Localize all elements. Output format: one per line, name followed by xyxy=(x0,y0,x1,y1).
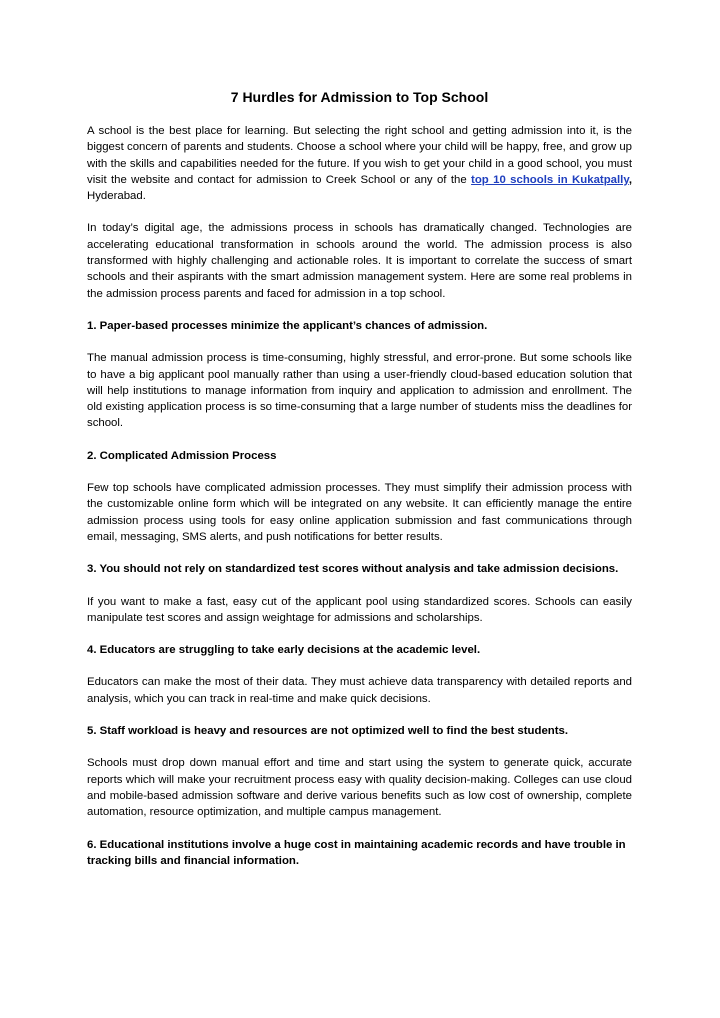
section-body-5: Schools must drop down manual effort and time and start using the system to generate quick, accurate reports which will make your recruitment process easy with quality decision-making. Colleges can use cloud and mobile-based admission software and derive various benefits such as low cost of ownership, complete automation, resource optimization, and multiple campus management. xyxy=(87,757,632,819)
link-suffix: , xyxy=(628,173,632,186)
section-body-2: Few top schools have complicated admission processes. They must simplify their admission process with the customizable online form which will be integrated on any website. It can efficiently manage the entire admission process using tools for easy online application submission and fast communications through email, messaging, SMS alerts, and push notifications for better results. xyxy=(87,482,632,543)
section-heading-1: 1. Paper-based processes minimize the applicant’s chances of admission. xyxy=(87,319,488,332)
section-heading-3: 3. You should not rely on standardized test scores without analysis and take admission decisions. xyxy=(87,563,619,576)
spacer xyxy=(87,821,632,837)
document-title: 7 Hurdles for Admission to Top School xyxy=(230,89,489,105)
spacer xyxy=(87,432,632,448)
section-body-1: The manual admission process is time-consuming, highly stressful, and error-prone. But some schools like to have a big applicant pool manually rather than using a user-friendly cloud-based education solution that will help institutions to manage information from inquiry and application to admission and enrollment. The old existing application process is so time-consuming that a large number of students miss the deadlines for school. xyxy=(87,352,632,430)
kukatpally-schools-link[interactable]: top 10 schools in Kukatpally xyxy=(471,173,629,186)
section-heading-5: 5. Staff workload is heavy and resources are not optimized well to find the best students. xyxy=(87,725,569,738)
spacer xyxy=(87,334,632,350)
spacer xyxy=(87,204,632,220)
section-heading-4: 4. Educators are struggling to take early decisions at the academic level. xyxy=(87,644,481,657)
spacer xyxy=(87,626,632,642)
spacer xyxy=(87,106,632,123)
intro-text-end: Hyderabad. xyxy=(87,190,146,203)
section-heading-2: 2. Complicated Admission Process xyxy=(87,449,277,462)
section-body-3: If you want to make a fast, easy cut of the applicant pool using standardized scores. Schools can easily manipulate test scores and assign weightage for admissions and scholarships. xyxy=(87,595,632,624)
section-heading-6: 6. Educational institutions involve a huge cost in maintaining academic records and have trouble in tracking bills and financial information. xyxy=(87,838,626,867)
spacer xyxy=(87,707,632,723)
intro-paragraph xyxy=(87,123,632,204)
spacer xyxy=(87,739,632,755)
spacer xyxy=(87,464,632,480)
spacer xyxy=(87,578,632,594)
spacer xyxy=(87,545,632,561)
intro-text: A school is the best place for learning. But selecting the right school and getting admission into it, is the biggest concern of parents and students. Choose a school where your child will be happy, free, and grow up with the skills and capabilities needed for the future. If you wish to get your child in a good school, you must visit the website and contact for admission to Creek School or any of the xyxy=(87,125,632,186)
spacer xyxy=(87,658,632,674)
digital-age-paragraph: In today’s digital age, the admissions process in schools has dramatically changed. Technologies are accelerating educational transformation in schools around the world. The admission process is also transformed with highly challenging and actionable roles. It is important to correlate the success of smart schools and their aspirants with the smart admission management system. Here are some real problems in the admission process parents and faced for admission in a top school. xyxy=(87,222,632,300)
spacer xyxy=(87,302,632,318)
section-body-4: Educators can make the most of their data. They must achieve data transparency with detailed reports and analysis, which you can track in real-time and make quick decisions. xyxy=(87,676,632,705)
